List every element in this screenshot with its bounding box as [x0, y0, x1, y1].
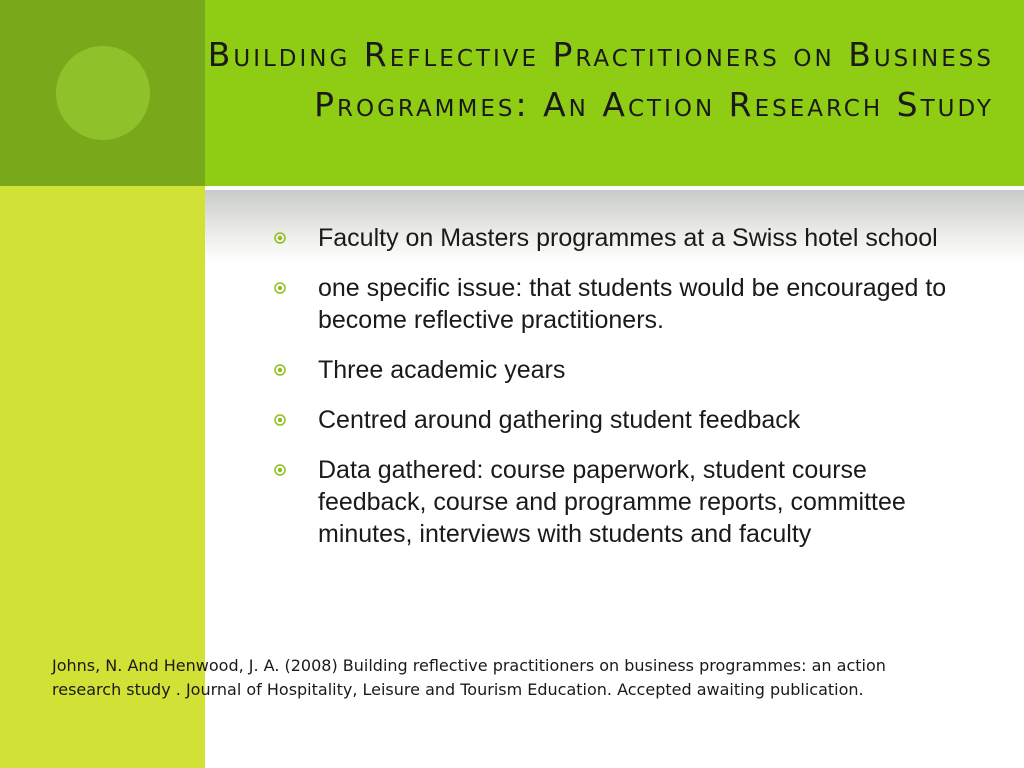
- list-item: [268, 404, 968, 436]
- bullet-text: Faculty on Masters programmes at a Swiss hotel school: [318, 224, 938, 252]
- bullet-text: Data gathered: course paperwork, student course feedback, course and programme reports, committee minutes, interviews with students and faculty: [318, 456, 906, 548]
- slide-title: Building Reflective Practitioners on Business Programmes: An Action Research Study: [207, 35, 994, 124]
- target-circle-icon: [274, 282, 286, 294]
- bullet-text: Three academic years: [318, 356, 566, 384]
- list-item: [268, 354, 968, 386]
- list-item: [268, 222, 968, 254]
- list-item: [268, 272, 968, 336]
- target-circle-icon: [274, 364, 286, 376]
- list-item: [268, 454, 968, 550]
- bullet-list: [268, 222, 968, 568]
- target-circle-icon: [274, 414, 286, 426]
- citation-text: Johns, N. And Henwood, J. A. (2008) Building reflective practitioners on business programmes: an action research study . Journal of Hospitality, Leisure and Tourism Education. Accepted awaiting publication.: [52, 656, 886, 699]
- target-circle-icon: [274, 464, 286, 476]
- bullet-text: Centred around gathering student feedback: [318, 406, 801, 434]
- target-circle-icon: [274, 232, 286, 244]
- bullet-text: one specific issue: that students would be encouraged to become reflective practitioners.: [318, 274, 947, 334]
